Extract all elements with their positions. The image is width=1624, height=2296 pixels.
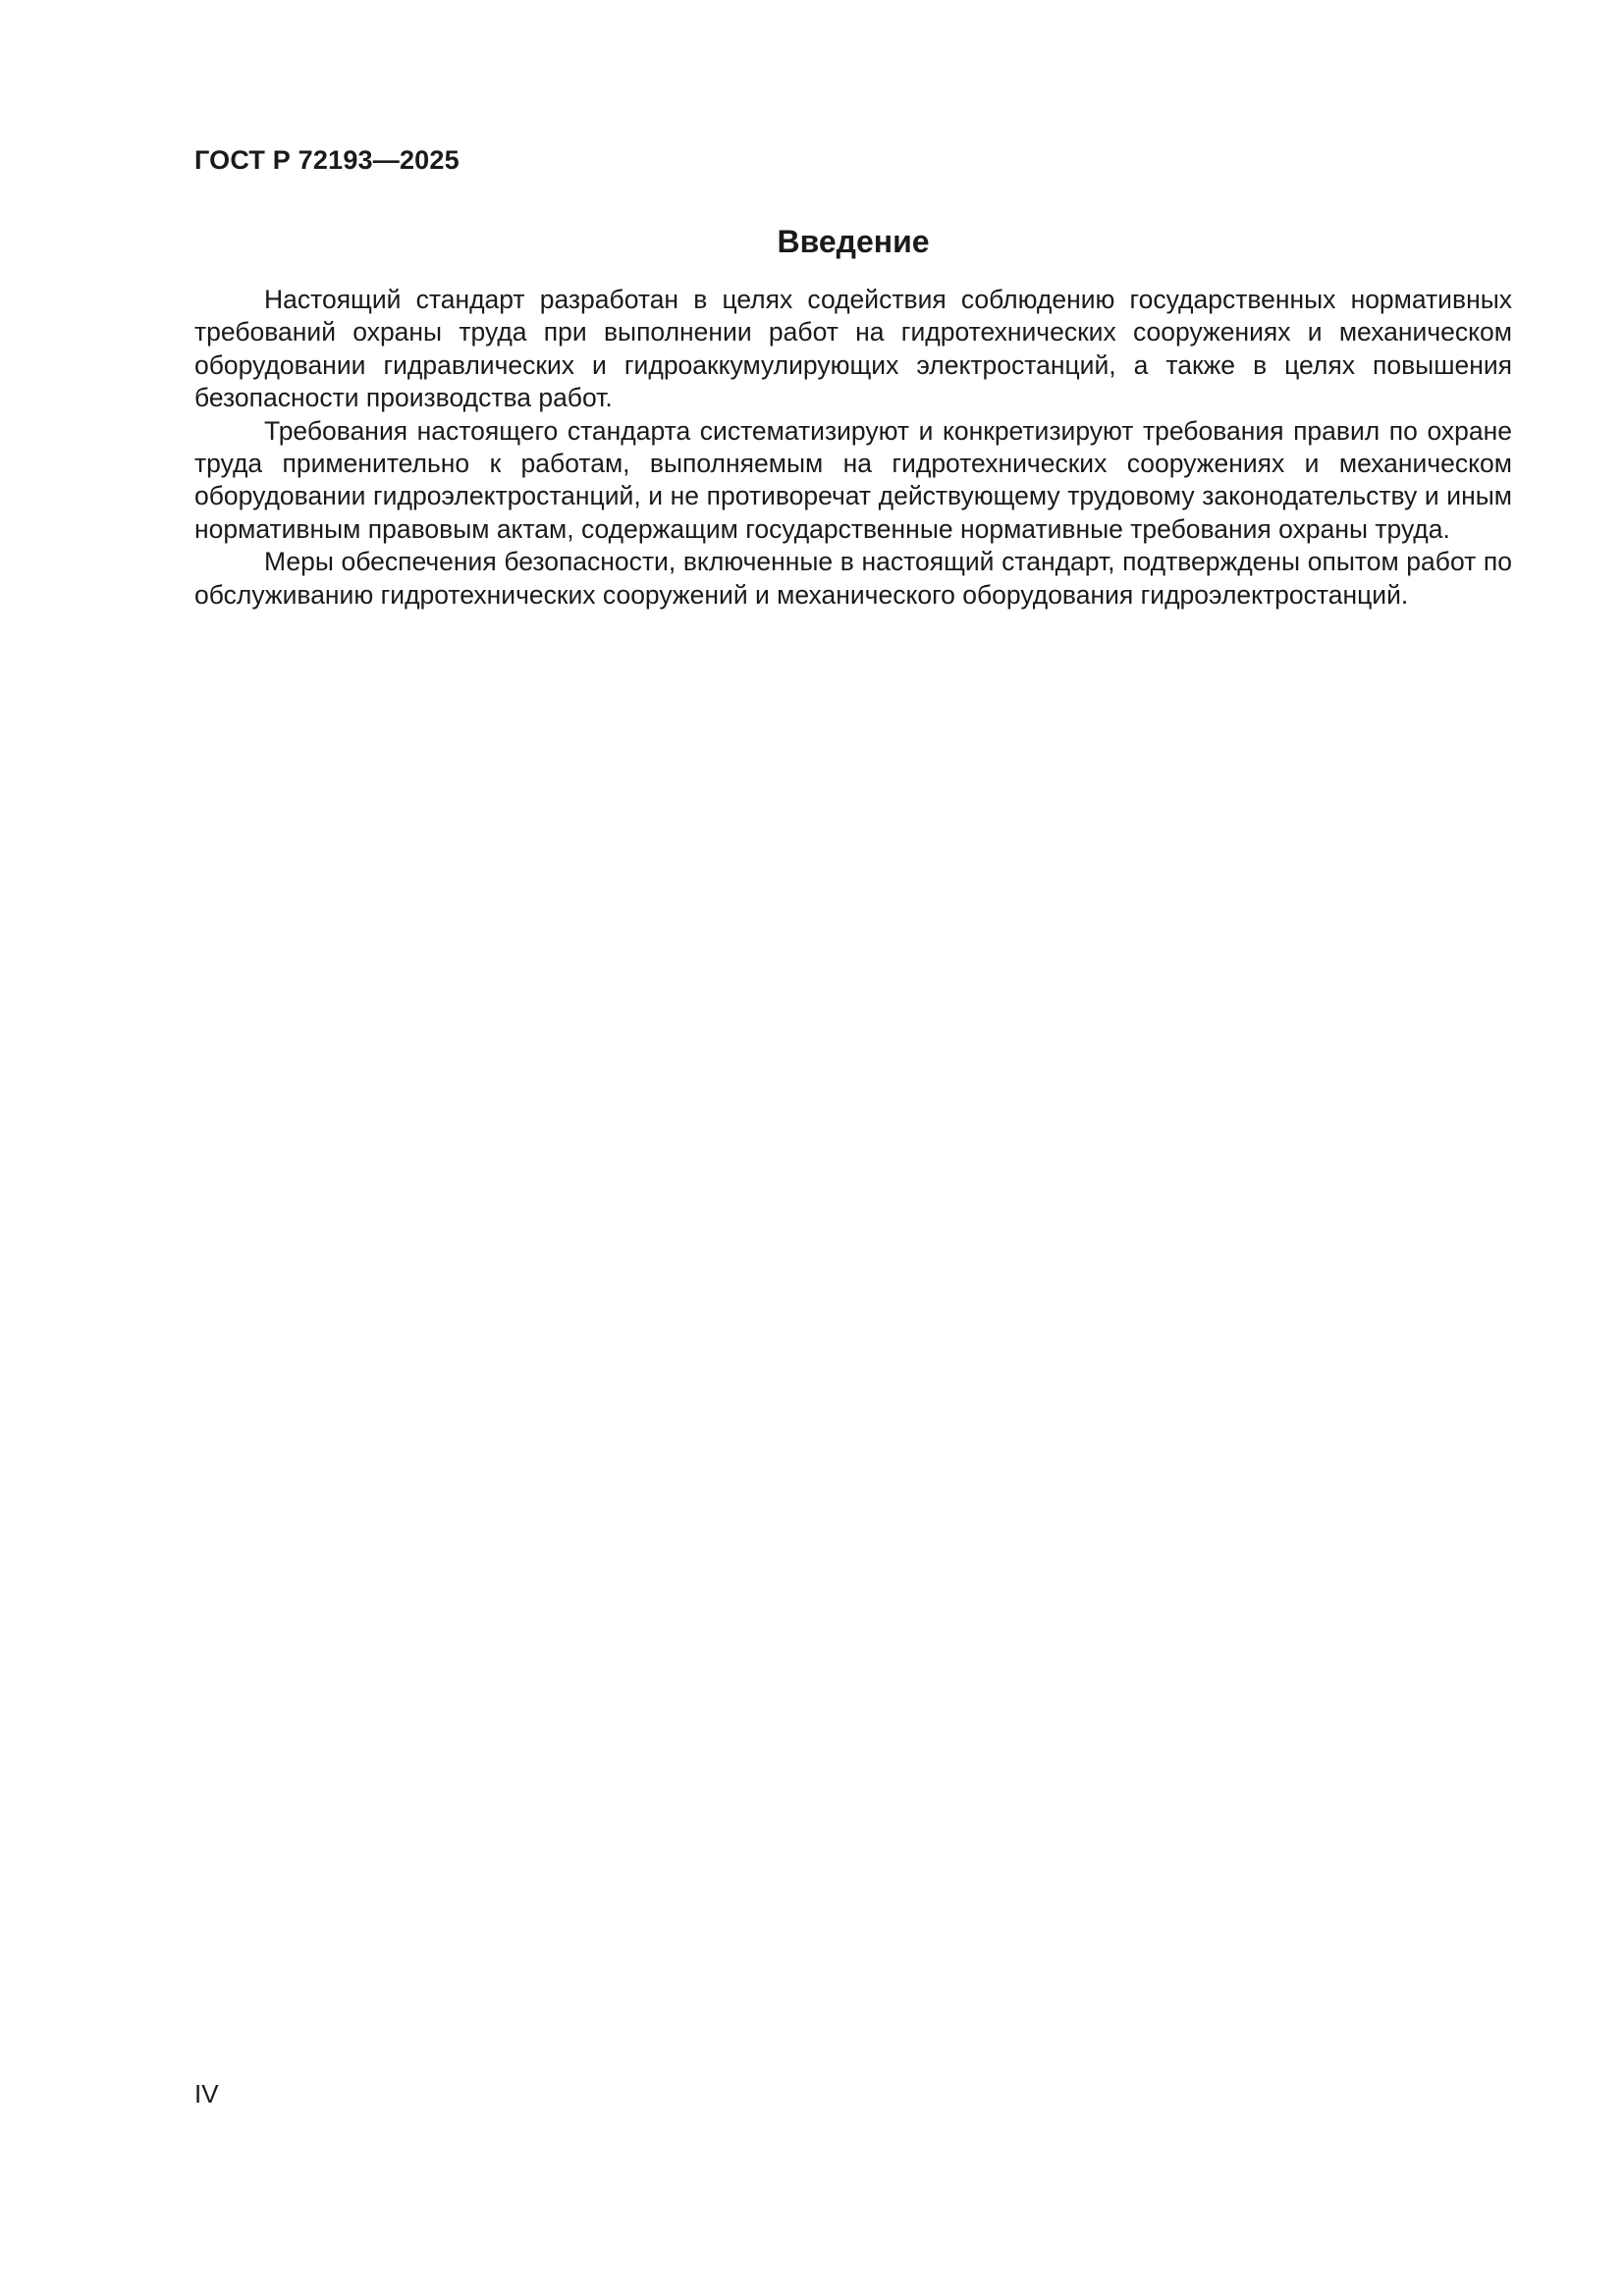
paragraph-1: Настоящий стандарт разработан в целях содействия соблюдению государственных нормативных требований охраны труда при выполнении работ на гидротехнических сооружениях и механическом оборудовании гидравлических и гидроаккумулирующих электростанций, а также в целях повышения безопасности производства работ. bbox=[194, 285, 1512, 413]
section-title: Введение bbox=[777, 224, 930, 259]
paragraph-2: Требования настоящего стандарта систематизируют и конкретизируют требования правил по охране труда применительно к работам, выполняемым на гидротехнических сооружениях и механическом оборудовании гидроэлектростанций, и не противоречат действующему трудовому законодательству и иным нормативным правовым актам, содержащим государственные нормативные требования охраны труда. bbox=[194, 415, 1512, 544]
page-number: IV bbox=[194, 2079, 219, 2109]
paragraph-3: Меры обеспечения безопасности, включенные в настоящий стандарт, подтверждены опытом работ по обслуживанию гидротехнических сооружений и механического оборудования гидроэлектростанций. bbox=[194, 547, 1512, 610]
body-text bbox=[194, 284, 1512, 612]
document-code: ГОСТ Р 72193—2025 bbox=[194, 145, 460, 175]
